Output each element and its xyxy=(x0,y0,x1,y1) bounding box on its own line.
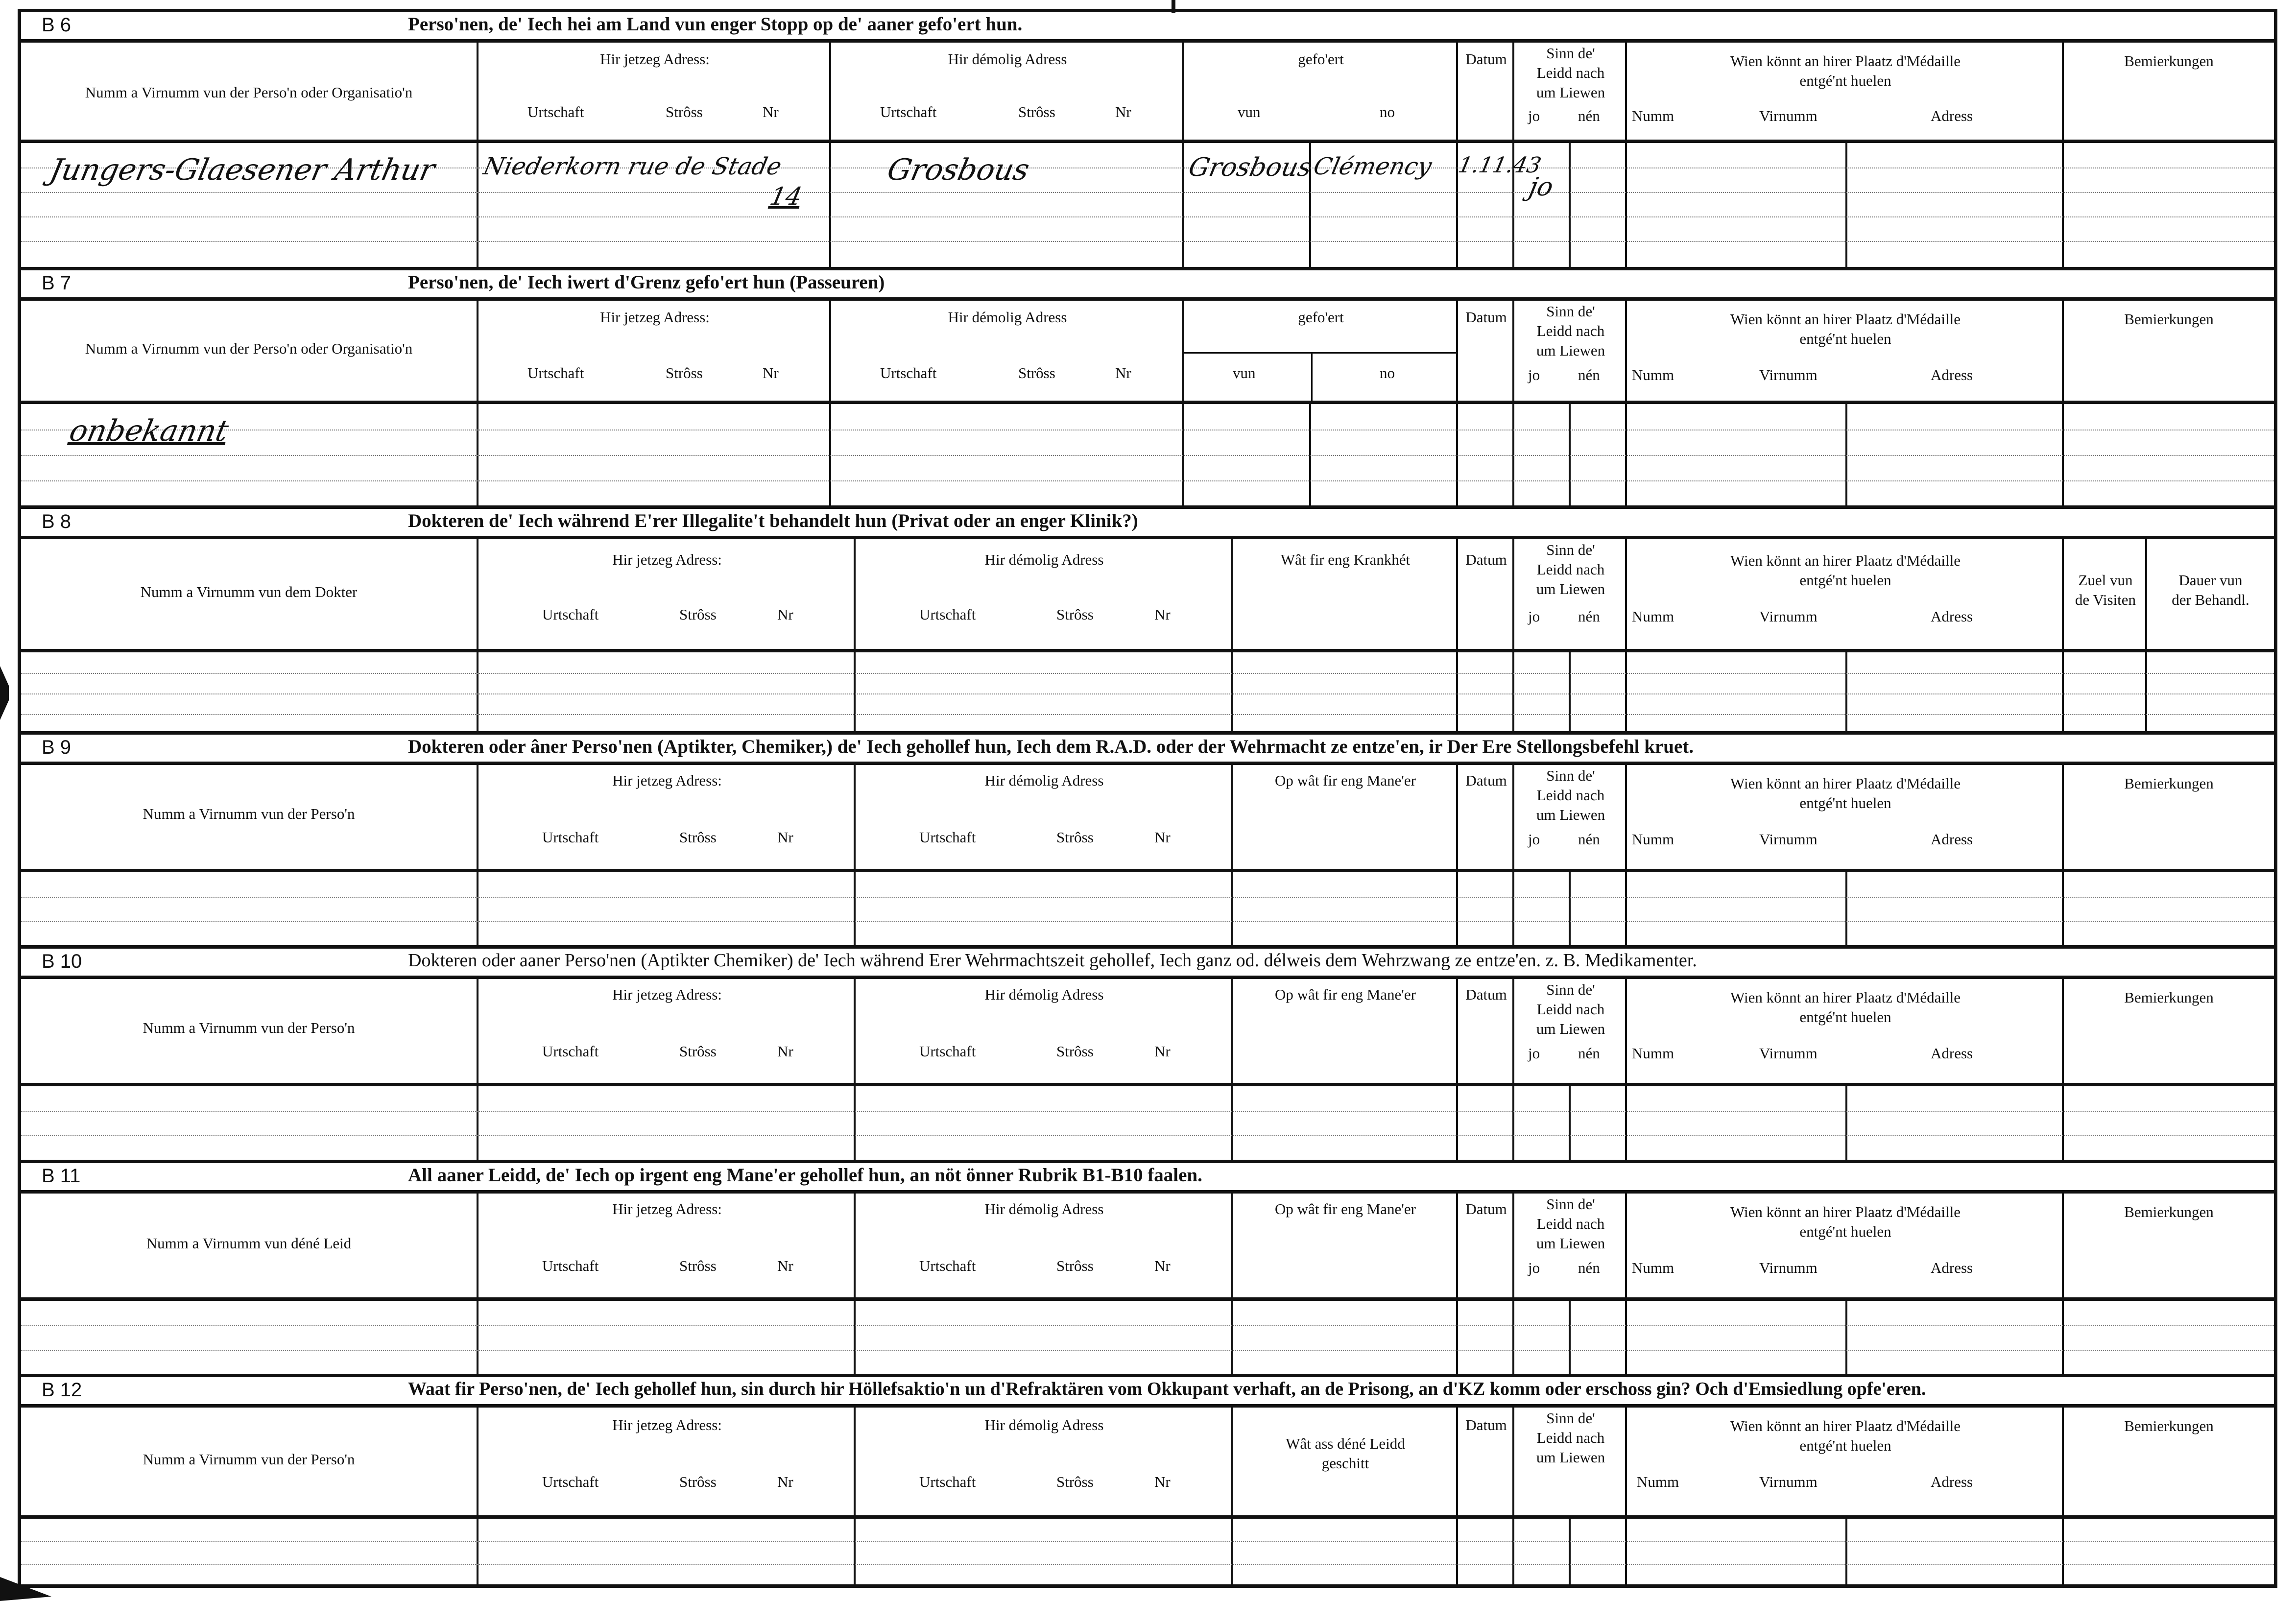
urtschaft-label: Urtschaft xyxy=(542,1257,599,1274)
section-header xyxy=(21,270,2274,301)
column-header-row xyxy=(21,1194,2274,1301)
bemierkungen-label: Bemierkungen xyxy=(2124,1417,2214,1434)
name-column-label: Numm a Virnumm vun der Perso'n oder Organisatio'n xyxy=(85,84,413,101)
urtschaft-label: Urtschaft xyxy=(527,364,584,382)
adress-label: Adress xyxy=(1931,831,1973,848)
zuel-label-2: de Visiten xyxy=(2075,591,2136,608)
nr-label: Nr xyxy=(1154,1257,1171,1274)
section-title: All aaner Leidd, de' Iech op irgent eng Mane'er gehollef hun, an nöt önner Rubrik B1-B10 faalen. xyxy=(408,1165,1202,1186)
numm-label: Numm xyxy=(1632,107,1674,124)
name-column-label: Numm a Virnumm vun der Perso'n oder Organisatio'n xyxy=(85,340,413,357)
section-b11 xyxy=(21,1160,2274,1377)
virnumm-label: Virnumm xyxy=(1759,831,1818,848)
name-column-label: Numm a Virnumm vun der Perso'n xyxy=(143,1451,355,1468)
datum-label: Datum xyxy=(1465,1416,1507,1434)
virnumm-label: Virnumm xyxy=(1759,107,1818,124)
urtschaft-label: Urtschaft xyxy=(919,1043,976,1060)
section-b10 xyxy=(21,945,2274,1163)
section-code: B 6 xyxy=(42,14,72,36)
urtschaft-label: Urtschaft xyxy=(919,606,976,623)
nr-label: Nr xyxy=(777,1043,793,1060)
jo-label: jo xyxy=(1528,608,1540,625)
nr-label: Nr xyxy=(763,364,779,382)
urtschaft-label: Urtschaft xyxy=(542,606,599,623)
section-header xyxy=(21,1377,2274,1408)
name-column-label: Numm a Virnumm vun der Perso'n xyxy=(143,805,355,822)
sinn-label-1: Sinn de' xyxy=(1546,767,1595,784)
entry-area[interactable] xyxy=(21,1086,2274,1163)
section-code: B 8 xyxy=(42,511,72,532)
handwritten-former-address: Grosbous xyxy=(884,153,1032,187)
sinn-label-3: um Liewen xyxy=(1536,806,1605,823)
urtschaft-label: Urtschaft xyxy=(880,103,937,120)
sinn-label-3: um Liewen xyxy=(1536,84,1605,101)
section-title: Dokteren oder âner Perso'nen (Aptikter, Chemiker,) de' Iech gehollef hun, Iech dem R.A.D. oder der Wehrmacht ze entze'en, ir Der Ere Stellongsbefehl kruet. xyxy=(408,736,1694,757)
stross-label: Strôss xyxy=(679,606,717,623)
numm-label: Numm xyxy=(1632,831,1674,848)
geschitt-label-2: geschitt xyxy=(1321,1455,1369,1472)
column-header-row xyxy=(21,301,2274,404)
nr-label: Nr xyxy=(1115,103,1131,120)
dauer-label-1: Dauer vun xyxy=(2178,572,2243,589)
op-wat-label: Op wât fir eng Mane'er xyxy=(1275,772,1416,789)
entry-area[interactable] xyxy=(21,1301,2274,1377)
handwritten-no: Clémency xyxy=(1311,153,1435,180)
section-header xyxy=(21,735,2274,765)
section-code: B 12 xyxy=(42,1379,82,1401)
nr-label: Nr xyxy=(777,606,793,623)
section-code: B 10 xyxy=(42,951,82,972)
virnumm-label: Virnumm xyxy=(1759,1045,1818,1062)
geschitt-label-1: Wât ass déné Leidd xyxy=(1286,1435,1405,1452)
section-title: Perso'nen, de' Iech hei am Land vun enger Stopp op de' aaner gefo'ert hun. xyxy=(408,14,1023,35)
wien-label-2: entgé'nt huelen xyxy=(1799,1008,1891,1026)
nr-label: Nr xyxy=(777,1257,793,1274)
sinn-label-1: Sinn de' xyxy=(1546,1195,1595,1213)
wien-label-1: Wien könnt an hirer Plaatz d'Médaille xyxy=(1730,1417,1961,1434)
sinn-label-1: Sinn de' xyxy=(1546,1410,1595,1427)
wien-label-2: entgé'nt huelen xyxy=(1799,1437,1891,1454)
section-title: Perso'nen, de' Iech iwert d'Grenz gefo'ert hun (Passeuren) xyxy=(408,272,885,293)
dauer-label-2: der Behandl. xyxy=(2172,591,2249,608)
former-address-label: Hir démolig Adress xyxy=(984,1416,1104,1434)
column-header-row xyxy=(21,1408,2274,1519)
sinn-label-2: Leidd nach xyxy=(1536,561,1605,578)
left-edge-mark-icon xyxy=(0,666,10,720)
sinn-label-1: Sinn de' xyxy=(1546,541,1595,558)
stross-label: Strôss xyxy=(1056,1473,1094,1490)
stross-label: Strôss xyxy=(679,1043,717,1060)
wien-label-1: Wien könnt an hirer Plaatz d'Médaille xyxy=(1730,989,1961,1006)
former-address-label: Hir démolig Adress xyxy=(984,772,1104,789)
datum-label: Datum xyxy=(1465,551,1507,568)
section-header xyxy=(21,949,2274,979)
sinn-label-3: um Liewen xyxy=(1536,342,1605,359)
current-address-label: Hir jetzeg Adress: xyxy=(612,986,722,1003)
nen-label: nén xyxy=(1578,1259,1600,1276)
numm-label: Numm xyxy=(1632,1045,1674,1062)
wien-label-1: Wien könnt an hirer Plaatz d'Médaille xyxy=(1730,52,1961,70)
sinn-label-2: Leidd nach xyxy=(1536,322,1605,339)
column-header-row xyxy=(21,43,2274,143)
no-label: no xyxy=(1380,103,1395,120)
wien-label-1: Wien könnt an hirer Plaatz d'Médaille xyxy=(1730,775,1961,792)
virnumm-label: Virnumm xyxy=(1759,608,1818,625)
stross-label: Strôss xyxy=(1056,829,1094,846)
wien-label-2: entgé'nt huelen xyxy=(1799,1223,1891,1240)
datum-label: Datum xyxy=(1465,772,1507,789)
sinn-label-3: um Liewen xyxy=(1536,1235,1605,1252)
current-address-label: Hir jetzeg Adress: xyxy=(612,1416,722,1434)
entry-area[interactable] xyxy=(21,143,2274,267)
nr-label: Nr xyxy=(1154,1043,1171,1060)
stross-label: Strôss xyxy=(1018,364,1055,382)
jo-label: jo xyxy=(1528,831,1540,848)
stross-label: Strôss xyxy=(1018,103,1055,120)
current-address-label: Hir jetzeg Adress: xyxy=(612,551,722,568)
datum-label: Datum xyxy=(1465,50,1507,68)
datum-label: Datum xyxy=(1465,1200,1507,1218)
former-address-label: Hir démolig Adress xyxy=(984,1200,1104,1218)
entry-area[interactable] xyxy=(21,404,2274,509)
stross-label: Strôss xyxy=(1056,606,1094,623)
column-header-row xyxy=(21,979,2274,1086)
sinn-label-1: Sinn de' xyxy=(1546,45,1595,62)
urtschaft-label: Urtschaft xyxy=(880,364,937,382)
jo-label: jo xyxy=(1528,1045,1540,1062)
numm-label: Numm xyxy=(1632,608,1674,625)
urtschaft-label: Urtschaft xyxy=(542,1473,599,1490)
section-b12 xyxy=(21,1374,2274,1588)
nr-label: Nr xyxy=(1154,1473,1171,1490)
section-code: B 11 xyxy=(42,1165,81,1187)
virnumm-label: Virnumm xyxy=(1759,1259,1818,1276)
sinn-label-2: Leidd nach xyxy=(1536,787,1605,804)
vun-label: vun xyxy=(1233,364,1256,382)
nr-label: Nr xyxy=(1154,606,1171,623)
nr-label: Nr xyxy=(763,103,779,120)
nr-label: Nr xyxy=(777,1473,793,1490)
bemierkungen-label: Bemierkungen xyxy=(2124,311,2214,328)
wien-label-1: Wien könnt an hirer Plaatz d'Médaille xyxy=(1730,552,1961,569)
jo-label: jo xyxy=(1528,107,1540,124)
numm-label: Numm xyxy=(1632,1259,1674,1276)
stross-label: Strôss xyxy=(679,1473,717,1490)
numm-label: Numm xyxy=(1632,366,1674,383)
nen-label: nén xyxy=(1578,608,1600,625)
current-address-label: Hir jetzeg Adress: xyxy=(612,1200,722,1218)
wien-label-1: Wien könnt an hirer Plaatz d'Médaille xyxy=(1730,311,1961,328)
sinn-label-3: um Liewen xyxy=(1536,1449,1605,1466)
datum-label: Datum xyxy=(1465,986,1507,1003)
stross-label: Strôss xyxy=(1056,1043,1094,1060)
wien-label-2: entgé'nt huelen xyxy=(1799,330,1891,347)
sinn-label-2: Leidd nach xyxy=(1536,1001,1605,1018)
jo-label: jo xyxy=(1528,1259,1540,1276)
bemierkungen-label: Bemierkungen xyxy=(2124,1203,2214,1220)
no-label: no xyxy=(1380,364,1395,382)
nen-label: nén xyxy=(1578,1045,1600,1062)
sinn-label-2: Leidd nach xyxy=(1536,1215,1605,1232)
entry-area[interactable] xyxy=(21,652,2274,735)
current-address-label: Hir jetzeg Adress: xyxy=(600,309,710,326)
name-column-label: Numm a Virnumm vun déné Leid xyxy=(146,1235,352,1252)
urtschaft-label: Urtschaft xyxy=(919,1473,976,1490)
sinn-label-3: um Liewen xyxy=(1536,1020,1605,1037)
section-b7 xyxy=(21,267,2274,509)
entry-area[interactable] xyxy=(21,1519,2274,1588)
bemierkungen-label: Bemierkungen xyxy=(2124,775,2214,792)
handwritten-current-address: Niederkorn rue de Stade xyxy=(481,153,784,180)
urtschaft-label: Urtschaft xyxy=(919,1257,976,1274)
former-address-label: Hir démolig Adress xyxy=(948,309,1067,326)
gefoert-label: gefo'ert xyxy=(1298,50,1344,68)
wien-label-1: Wien könnt an hirer Plaatz d'Médaille xyxy=(1730,1203,1961,1220)
nen-label: nén xyxy=(1578,366,1600,383)
handwritten-current-nr: 14 xyxy=(767,182,805,211)
adress-label: Adress xyxy=(1931,1259,1973,1276)
nen-label: nén xyxy=(1578,831,1600,848)
handwritten-name: onbekannt xyxy=(66,414,232,448)
bemierkungen-label: Bemierkungen xyxy=(2124,989,2214,1006)
handwritten-jo: jo xyxy=(1526,172,1556,202)
urtschaft-label: Urtschaft xyxy=(542,1043,599,1060)
form-frame xyxy=(18,9,2277,1588)
stross-label: Strôss xyxy=(679,1257,717,1274)
adress-label: Adress xyxy=(1931,1473,1973,1490)
sinn-label-1: Sinn de' xyxy=(1546,981,1595,998)
adress-label: Adress xyxy=(1931,1045,1973,1062)
stross-label: Strôss xyxy=(679,829,717,846)
wien-label-2: entgé'nt huelen xyxy=(1799,72,1891,89)
section-code: B 9 xyxy=(42,737,72,758)
section-b9 xyxy=(21,731,2274,949)
vun-label: vun xyxy=(1238,103,1261,120)
section-code: B 7 xyxy=(42,272,72,294)
section-header xyxy=(21,509,2274,539)
handwritten-name: Jungers-Glaesener Arthur xyxy=(47,153,438,187)
adress-label: Adress xyxy=(1931,366,1973,383)
sinn-label-2: Leidd nach xyxy=(1536,1429,1605,1446)
current-address-label: Hir jetzeg Adress: xyxy=(600,50,710,68)
jo-label: jo xyxy=(1528,366,1540,383)
stross-label: Strôss xyxy=(666,364,703,382)
urtschaft-label: Urtschaft xyxy=(919,829,976,846)
nr-label: Nr xyxy=(1115,364,1131,382)
column-header-row xyxy=(21,539,2274,652)
stross-label: Strôss xyxy=(1056,1257,1094,1274)
section-title: Dokteren de' Iech während E'rer Illegalite't behandelt hun (Privat oder an enger Klinik?) xyxy=(408,510,1138,531)
handwritten-datum: 1.11.43 xyxy=(1456,153,1544,178)
datum-label: Datum xyxy=(1465,309,1507,326)
virnumm-label: Virnumm xyxy=(1759,1473,1818,1490)
wien-label-2: entgé'nt huelen xyxy=(1799,572,1891,589)
urtschaft-label: Urtschaft xyxy=(527,103,584,120)
stross-label: Strôss xyxy=(666,103,703,120)
gefoert-label: gefo'ert xyxy=(1298,309,1344,326)
section-header xyxy=(21,1163,2274,1194)
former-address-label: Hir démolig Adress xyxy=(984,986,1104,1003)
column-header-row xyxy=(21,765,2274,872)
section-title: Waat fir Perso'nen, de' Iech gehollef hun, sin durch hir Höllefsaktio'n un d'Refraktären vom Okkupant verhaft, an de Prisong, an d'KZ komm oder erschoss gin? Och d'Emsiedlung opfe'eren. xyxy=(408,1379,1926,1399)
virnumm-label: Virnumm xyxy=(1759,366,1818,383)
sinn-label-3: um Liewen xyxy=(1536,580,1605,597)
op-wat-label: Op wât fir eng Mane'er xyxy=(1275,1200,1416,1218)
section-b6 xyxy=(21,12,2274,267)
sinn-label-1: Sinn de' xyxy=(1546,303,1595,320)
entry-area[interactable] xyxy=(21,872,2274,949)
bemierkungen-label: Bemierkungen xyxy=(2124,52,2214,70)
adress-label: Adress xyxy=(1931,608,1973,625)
adress-label: Adress xyxy=(1931,107,1973,124)
section-b8 xyxy=(21,505,2274,735)
urtschaft-label: Urtschaft xyxy=(542,829,599,846)
op-wat-label: Op wât fir eng Mane'er xyxy=(1275,986,1416,1003)
wien-label-2: entgé'nt huelen xyxy=(1799,794,1891,812)
nr-label: Nr xyxy=(777,829,793,846)
former-address-label: Hir démolig Adress xyxy=(948,50,1067,68)
krankheet-label: Wât fir eng Krankhét xyxy=(1280,551,1411,568)
nen-label: nén xyxy=(1578,107,1600,124)
former-address-label: Hir démolig Adress xyxy=(984,551,1104,568)
current-address-label: Hir jetzeg Adress: xyxy=(612,772,722,789)
zuel-label-1: Zuel vun xyxy=(2078,572,2133,589)
handwritten-vun: Grosbous xyxy=(1186,153,1315,182)
section-title: Dokteren oder aaner Perso'nen (Aptikter Chemiker) de' Iech während Erer Wehrmachtszeit gehollef, Iech ganz od. délweis dem Wehrzwang ze entze'en. z. B. Medikamenter. xyxy=(408,950,1697,971)
nr-label: Nr xyxy=(1154,829,1171,846)
section-header xyxy=(21,12,2274,43)
numm-label: Numm xyxy=(1637,1473,1679,1490)
sinn-label-2: Leidd nach xyxy=(1536,64,1605,81)
name-column-label: Numm a Virnumm vun dem Dokter xyxy=(140,583,358,600)
name-column-label: Numm a Virnumm vun der Perso'n xyxy=(143,1019,355,1036)
